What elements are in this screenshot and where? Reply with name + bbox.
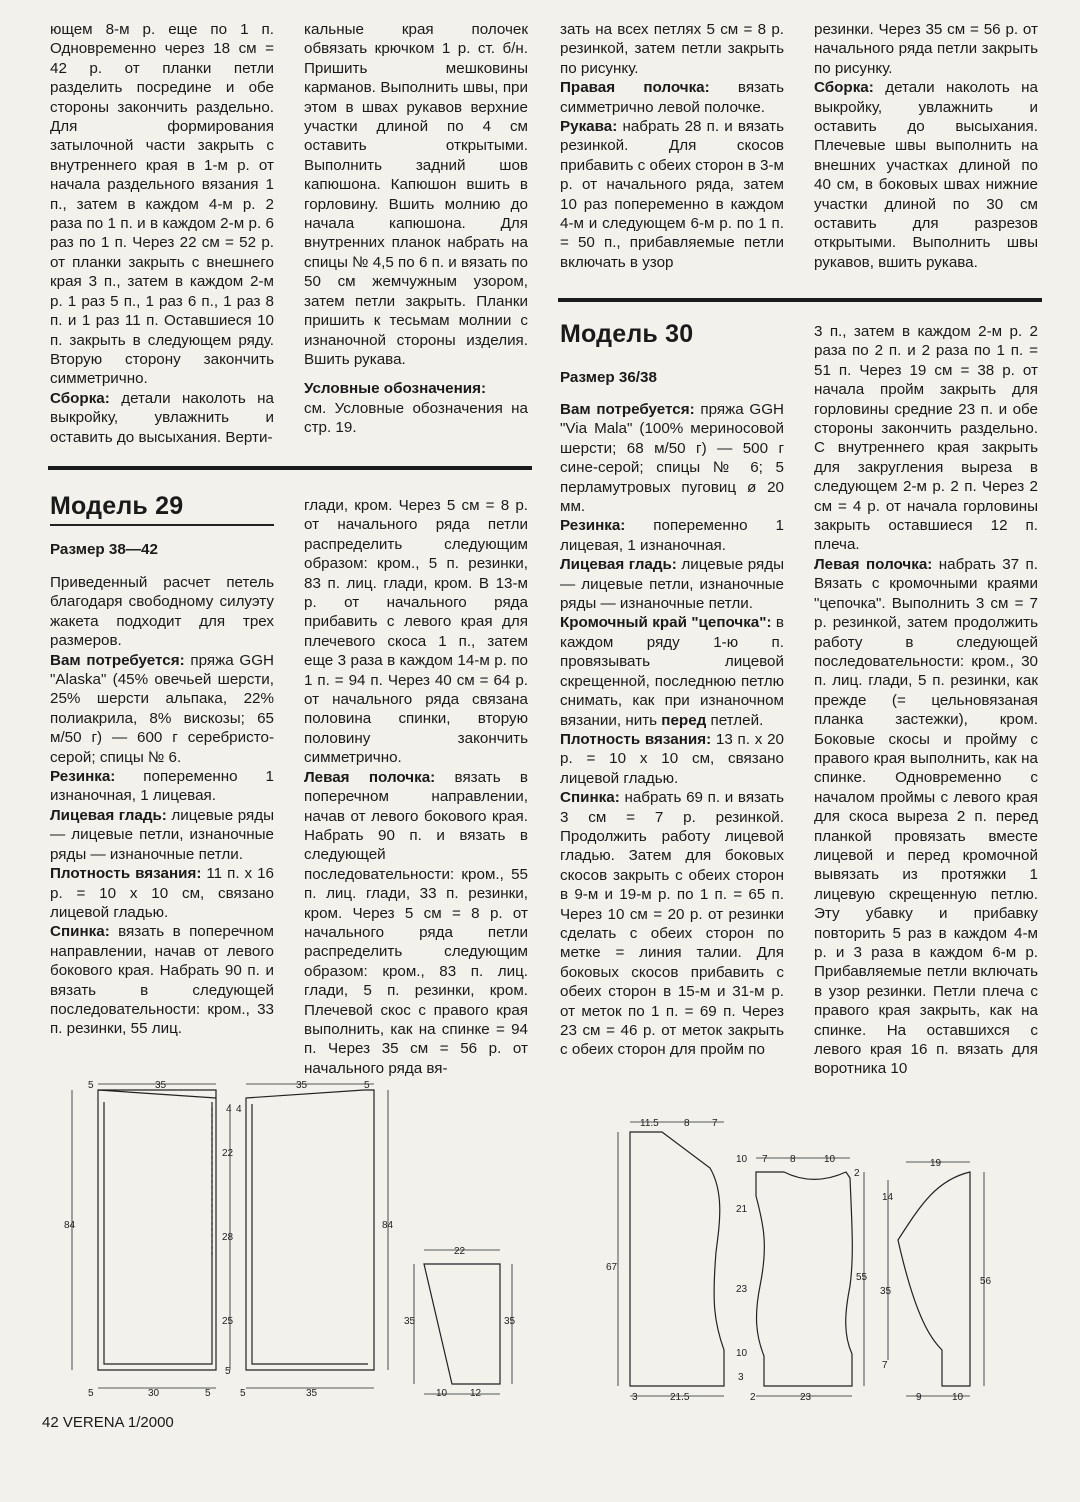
m30-front-bottom-1: 3 — [632, 1392, 638, 1403]
m29-front-tick: 4 — [236, 1104, 242, 1115]
m30-sleeve-left-2: 35 — [880, 1286, 892, 1297]
m30-front-bottom-2: 21.5 — [670, 1392, 690, 1403]
m30-back-top-2: 7 — [762, 1154, 768, 1165]
m30-sleeve-bottom-2: 10 — [952, 1392, 964, 1403]
m30-back-inner-2: 23 — [736, 1284, 748, 1295]
m30-edge-bold: перед — [661, 711, 707, 729]
model-30-front-diagram — [604, 1112, 736, 1404]
m29-front-top-2: 5 — [364, 1080, 370, 1091]
m29-back-inner-3: 25 — [222, 1316, 234, 1327]
model-30-back-diagram — [734, 1146, 876, 1404]
m29-stock-label: Лицевая гладь: — [50, 806, 167, 824]
m30-front-side: 67 — [606, 1262, 618, 1273]
m30-back-bottom-2: 23 — [800, 1392, 812, 1403]
continuation-col-1 — [50, 20, 274, 447]
m30-back-top-1: 10 — [736, 1154, 748, 1165]
m30-gauge-label: Плотность вязания: — [560, 730, 712, 748]
m29-rib — [50, 767, 274, 806]
assembly-label-2: Сборка: — [814, 79, 874, 97]
model-29-sleeve-diagram — [400, 1240, 524, 1400]
m29-back-tick: 4 — [226, 1104, 232, 1115]
continuation-col-3 — [560, 20, 784, 272]
m29-sleeve-top: 22 — [454, 1246, 466, 1257]
m30-edge-label: Кромочный край "цепочка": — [560, 614, 772, 632]
m30-edge — [560, 613, 784, 729]
assembly-paragraph — [50, 389, 274, 447]
m30-left-label: Левая полочка: — [814, 555, 933, 573]
legend-paragraph — [304, 379, 528, 437]
m30-sleeve-left-3: 7 — [882, 1360, 888, 1371]
page-footer: 42 VERENA 1/2000 — [42, 1414, 174, 1431]
m30-back-right-2: 55 — [856, 1272, 868, 1283]
m29-back-bottom-1: 5 — [88, 1388, 94, 1399]
m30-back-top-4: 10 — [824, 1154, 836, 1165]
m30-front-top-1: 11.5 — [640, 1118, 659, 1129]
continuation-text-3: зать на всех петлях 5 см = 8 р. резинкой, затем петли закрыть по рисунку. — [560, 21, 784, 77]
model-30-size: Размер 36/38 — [560, 369, 657, 386]
model-29-title: Модель 29 — [50, 492, 184, 520]
m30-gauge — [560, 730, 784, 788]
m29-back-inner-1: 22 — [222, 1148, 234, 1159]
m29-sleeve-bottom-1: 10 — [436, 1388, 448, 1399]
m29-sleeve-left: 35 — [404, 1316, 416, 1327]
m30-back-inner-1: 21 — [736, 1204, 748, 1215]
right-front-label: Правая полочка: — [560, 79, 710, 97]
m30-back-cont: 3 п., затем в каждом 2-м р. 2 раза по 2 п. и 2 раза по 1 п. = 51 п. Через 19 см = 38 р. от начала пройм закрыть для горловины средние 23 п. и обе стороны закончить раздельно. С внутреннего края закрыть для закругления выреза в следующем 2-м р. 2 п. Через 2 см = 4 р. от начала горловины закрыть оставшиеся 12 п. плеча. — [814, 323, 1038, 554]
m30-back-right-1: 2 — [854, 1168, 860, 1179]
continuation-col-2 — [304, 20, 528, 438]
m30-front-top-3: 7 — [712, 1118, 718, 1129]
m29-sleeve-bottom-2: 12 — [470, 1388, 482, 1399]
m29-back-inner-2: 28 — [222, 1232, 234, 1243]
m29-stock-text: лицевые ряды — лицевые петли, изнаночные ряды — изнаночные петли. — [50, 806, 274, 863]
model-29-front-diagram — [236, 1078, 402, 1400]
m29-back-bottom-3: 5 — [205, 1388, 211, 1399]
m30-stock-label: Лицевая гладь: — [560, 556, 677, 574]
m30-edge-text-b: петлей. — [706, 711, 764, 729]
m30-sleeve-left-1: 14 — [882, 1192, 894, 1203]
right-front-paragraph — [560, 78, 784, 117]
m29-rib-text: попеременно 1 изнаночная, 1 лицевая. — [50, 768, 274, 805]
m30-sleeve-right: 56 — [980, 1276, 992, 1287]
m29-gauge-text: 11 п. x 16 р. = 10 x 10 см, связано лицевой гладью. — [50, 865, 274, 921]
m29-front-bottom-2: 35 — [306, 1388, 318, 1399]
continuation-col-4 — [814, 20, 1038, 272]
continuation-text-1: ющем 8-м р. еще по 1 п. Одновременно через 18 см = 42 р. от планки петли разделить посредине и обе стороны закончить раздельно. Для формирования затылочной части закрыть с внутреннего края в 1-м р. от начала раздельного вязания 1 п., затем в каждом 4-м р. 2 раза по 1 п. и в каждом 2-м р. 6 раз по 1 п. Через 22 см = 52 р. от планки закрыть с внешнего края 3 п., затем в каждом 2-м р. 1 раз 5 п., 1 раз 6 п., 1 раз 8 п. и 1 раз 11 п. Оставшиеся 10 п. закрыть в следующем ряду. Вторую сторону закончить симметрично. — [50, 21, 274, 388]
m30-needs — [560, 400, 784, 516]
sleeves-label: Рукава: — [560, 118, 618, 136]
m29-back-inner-4: 5 — [225, 1366, 231, 1377]
m29-back-top-1: 5 — [88, 1080, 94, 1091]
section-rule-left — [48, 466, 532, 470]
m30-back-top-3: 8 — [790, 1154, 796, 1165]
m29-back-cont: глади, кром. Через 5 см = 8 р. от начального ряда петли распределить следующим образом: кром., 5 п. резинки, 83 п. лиц. глади, кром. В 13-м р. от начального ряда прибавить с левого края для плечевого скоса 1 п., затем еще 3 раза в каждом 14-м р. по 1 п. = 94 п. Через 40 см = 64 р. от начального ряда связана половина спинки, вторую половину закончить симметрично. — [304, 497, 528, 767]
m29-rib-label: Резинка: — [50, 768, 116, 786]
m29-back-label: Спинка: — [50, 923, 110, 941]
m29-front-bottom-1: 5 — [240, 1388, 246, 1399]
m30-front-top-2: 8 — [684, 1118, 690, 1129]
m29-sleeve-right: 35 — [504, 1316, 516, 1327]
sleeves-paragraph — [560, 117, 784, 272]
right-front-text: вязать симметрично левой полочке. — [560, 79, 784, 116]
m30-needs-label: Вам потребуется: — [560, 401, 695, 418]
m30-stock — [560, 555, 784, 613]
m29-needs-label: Вам потребуется: — [50, 651, 185, 669]
m30-back-bottom-1: 2 — [750, 1392, 756, 1403]
m30-edge-text-a: в каждом ряду 1-ю п. провязывать лицевой скрещенной, последнюю петлю снимать, как при изнаночном вязании, нить — [560, 614, 784, 729]
m30-rib — [560, 516, 784, 555]
sleeves-text: набрать 28 п. и вязать резинкой. Для скосов прибавить с обеих сторон в 3-м р. от начального ряда, затем 10 раз попеременно в каждом 4-м и следующем 6-м р. по 1 п. = 50 п., прибавляемые петли включать в узор — [560, 118, 784, 271]
m29-back — [50, 922, 274, 1038]
m29-back-text: вязать в поперечном направлении, начав от левого бокового края. Набрать 90 п. и вязать в следующей последовательности: кром., 33 п. резинки, 55 лиц. — [50, 923, 274, 1038]
model-29-size: Размер 38—42 — [50, 541, 158, 558]
model-29-title-underline — [50, 524, 274, 526]
model-30-col-3 — [560, 400, 784, 1060]
model-30-sleeve-diagram — [876, 1150, 1016, 1404]
m29-back-top-2: 35 — [155, 1080, 167, 1091]
m29-front-side: 84 — [382, 1220, 394, 1231]
m30-back-inner-4: 3 — [738, 1372, 744, 1383]
m30-needs-text: пряжа GGH "Via Mala" (100% мериносовой шерсти; 68 м/50 г) — 500 г сине-серой; спицы № 6; 5 перламутровых пуговиц ø 20 мм. — [560, 401, 784, 516]
m29-back-side: 84 — [64, 1220, 76, 1231]
m29-left — [304, 768, 528, 1079]
m30-sleeve-bottom-1: 9 — [916, 1392, 922, 1403]
m29-back-bottom-2: 30 — [148, 1388, 160, 1399]
m30-back-inner-3: 10 — [736, 1348, 748, 1359]
m29-stock — [50, 806, 274, 864]
continuation-text-2: кальные края полочек обвязать крючком 1 р. ст. б/н. Пришить мешковины карманов. Выполнить швы, при этом в швах рукавов верхние участки длиной по 4 см оставить открытыми. Выполнить задний шов капюшона. Капюшон вшить в горловину. Вшить молнию до начала капюшона. Для внутренних планок набрать на спицы № 4,5 по 6 п. и вязать по 50 см жемчужным узором, затем петли закрыть. Планки пришить к тесьмам молнии с изнаночной стороны изделия. Вшить рукава. — [304, 21, 528, 368]
model-29-col-2 — [304, 496, 528, 1078]
m29-front-top-1: 35 — [296, 1080, 308, 1091]
m30-sleeve-top: 19 — [930, 1158, 942, 1169]
model-30-col-4 — [814, 322, 1038, 1079]
m30-left — [814, 555, 1038, 1079]
m29-gauge-label: Плотность вязания: — [50, 865, 202, 883]
assembly-text-2: детали наколоть на выкройку, увлажнить и оставить до высыхания. Плечевые швы выполнить на внешних участках длиной по 40 см, в боковых швах нижние участки длиной по 30 см оставить для разрезов открытыми. Выполнить швы рукавов, вшить рукава. — [814, 79, 1038, 271]
m30-stock-text: лицевые ряды — лицевые петли, изнаночные ряды — изнаночные петли. — [560, 556, 784, 613]
m29-gauge — [50, 864, 274, 922]
assembly-text: детали наколоть на выкройку, увлажнить и оставить до высыхания. Верти- — [50, 389, 274, 446]
m30-back-text: набрать 69 п. и вязать 3 см = 7 р. резинкой. Продолжить работу лицевой гладью. Затем для боковых скосов закрыть с обеих сторон в 9-м и 19-м р. по 1 п. = 65 п. Через 10 см = 20 р. от резинки сделать с обеих сторон по метке = линия талии. Для боковых скосов прибавить с обеих сторон в 15-м и 31-м р. от меток по 1 п. = 69 п. Через 23 см = 46 р. от меток закрыть с обеих сторон для пройм по — [560, 789, 784, 1059]
m30-gauge-text: 13 п. x 20 р. = 10 x 10 см, связано лицевой гладью. — [560, 730, 784, 787]
m29-needs — [50, 651, 274, 767]
m29-needs-text: пряжа GGH "Alaska" (45% овечьей шерсти, 25% шерсти альпака, 22% полиакрила, 8% вискозы; 65 м/50 г) — 600 г серебристо-серой; спицы № 6. — [50, 651, 274, 766]
m29-left-text: вязать в поперечном направлении, начав от левого бокового края. Набрать 90 п. и вязать в следующей последовательности: кром., 55 п. лиц. глади, 33 п. резинки, кром. Через 5 см = 8 р. от начального ряда петли распределить следующим образом: кром., 83 п. лиц. глади, 5 п. резинки, кром. Плечевой скос с правого края выполнить, как на спинке = 94 п. Через 35 см = 56 р. от начального ряда вя- — [304, 768, 529, 1077]
model-29-back-diagram — [60, 1078, 240, 1400]
m30-left-text: набрать 37 п. Вязать с кромочными краями "цепочка". Выполнить 3 см = 7 р. резинкой, затем продолжить работу в следующей последовательности: кром., 30 п. лиц. глади, 5 п. резинки, как прежде (= цельновязаная планка застежки), кром. Боковые скосы и пройму с правого края выполнить, как на спинке. Одновременно с началом проймы с левого края для скоса выреза 2 п. перед планкой провязать вместе лицевой и перед кромочной вывязать из протяжки 1 лицевую скрещенную петлю. Эту убавку и прибавку повторить 5 раз в каждом 4-м р. и 3 раза в каждом 6-м р. Прибавляемые петли включать в узор резинки. Петли плеча с правого края закрыть, как на спинке. На оставшихся с левого края 16 п. вязать для воротника 10 — [814, 555, 1038, 1078]
legend-text: см. Условные обозначения на стр. 19. — [304, 399, 528, 437]
m30-back-label: Спинка: — [560, 789, 620, 807]
model-29-intro: Приведенный расчет петель благодаря свободному силуэту жакета подходит для трех размеров. — [50, 574, 274, 650]
assembly-label: Сборка: — [50, 389, 110, 407]
m29-left-label: Левая полочка: — [304, 768, 436, 786]
m30-rib-text: попеременно 1 лицевая, 1 изнаночная. — [560, 517, 784, 554]
m30-back — [560, 788, 784, 1060]
assembly-paragraph-2 — [814, 78, 1038, 272]
model-29-col-1 — [50, 573, 274, 1039]
legend-label: Условные обозначения: — [304, 380, 487, 398]
m30-rib-label: Резинка: — [560, 517, 626, 535]
model-30-title: Модель 30 — [560, 320, 694, 348]
continuation-text-4: резинки. Через 35 см = 56 р. от начального ряда петли закрыть по рисунку. — [814, 21, 1038, 77]
section-rule-right — [558, 298, 1042, 302]
